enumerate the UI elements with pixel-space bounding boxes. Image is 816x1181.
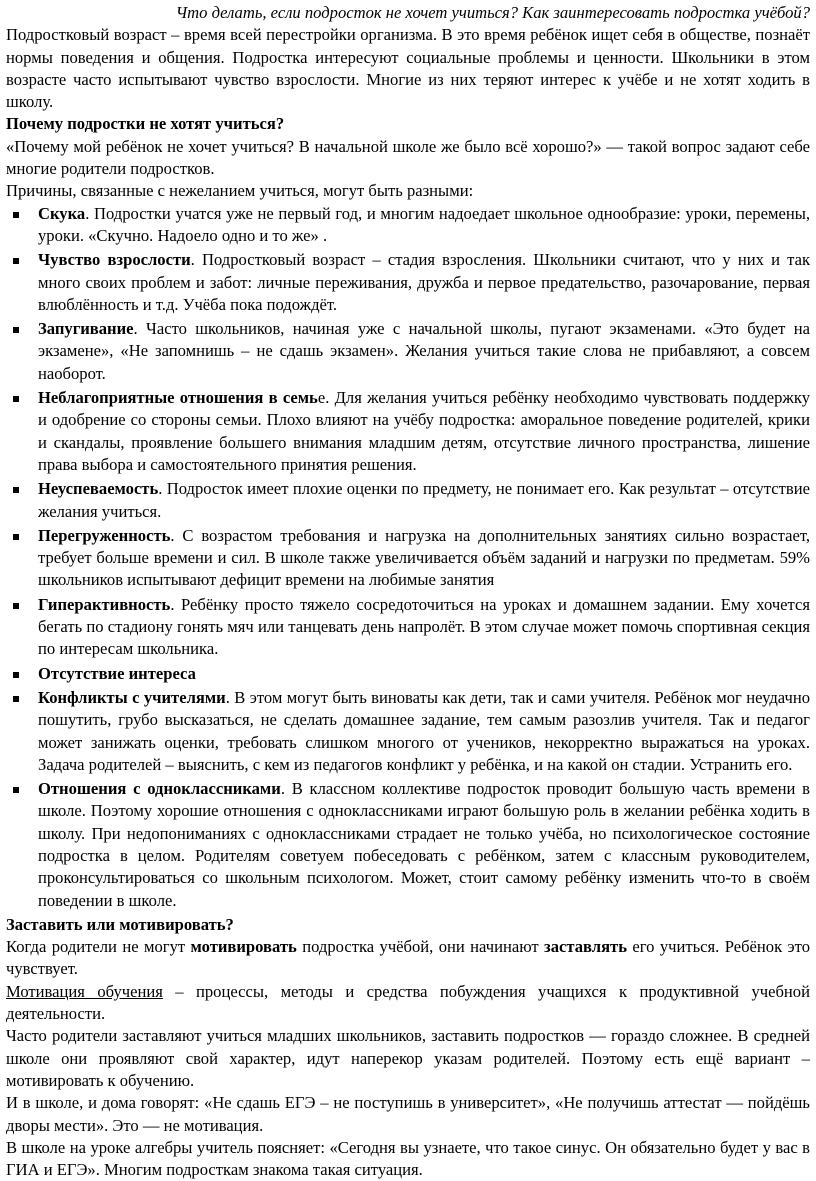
reason-term: Отсутствие интереса <box>38 663 196 683</box>
reason-term: Конфликты с учителями <box>38 687 226 707</box>
bold-term: мотивировать <box>190 937 297 957</box>
reasons-list <box>6 203 810 912</box>
reason-text: . В классном коллективе подросток проводит большую часть времени в школе. Поэтому хорошие отношения с одноклассниками играют большую роль в желании ребёнка ходить в школу. При недопониманиях с одноклассниками страдает не только учёба, но психологическое состояние подростка в целом. Родителям советуем побеседовать с ребёнком, затем с классным руководителем, проконсультироваться со школьным психологом. Может, стоит самому ребёнку изменить что-то в своём поведении в школе. <box>38 779 810 910</box>
bullet-square-icon <box>13 534 19 540</box>
list-item <box>6 594 810 661</box>
reason-term: Отношения с одноклассниками <box>38 779 281 799</box>
reason-text: . Ребёнку просто тяжело сосредоточиться на уроках и домашнем задании. Ему хочется бегать по стадиону гонять мяч или танцевать день напролёт. В этом случае может помочь спортивная секция по интересам школьника. <box>38 594 810 659</box>
reason-text: . Подростковый возраст – стадия взросления. Школьники считают, что у них и так много своих проблем и забот: личные переживания, дружба и первое предательство, разочарование, первая влюблённость и т.д. Учёба пока подождёт. <box>38 250 811 314</box>
list-item <box>6 387 810 476</box>
bullet-square-icon <box>13 327 19 333</box>
reason-term: Запугивание <box>38 319 134 339</box>
question-paragraph: «Почему мой ребёнок не хочет учиться? В начальной школе же было всё хорошо?» — такой вопрос задают себе многие родители подростков. <box>6 136 810 179</box>
list-item <box>6 249 810 316</box>
document-title: Что делать, если подросток не хочет учиться? Как заинтересовать подростка учёбой? <box>175 3 810 22</box>
list-item <box>6 525 810 592</box>
reason-text: . Часто школьников, начиная уже с начальной школы, пугают экзаменами. «Это будет на экзамене», «Не запомнишь – не сдашь экзамен». Желания учиться такие слова не прибавляют, а совсем наоборот. <box>38 319 810 383</box>
text-run: Когда родители не могут <box>6 937 191 957</box>
bullet-square-icon <box>13 696 19 702</box>
heading-why-teens: Почему подростки не хотят учиться? <box>6 114 285 134</box>
text-run: подростка учёбой, они начинают <box>296 937 545 957</box>
list-item <box>6 687 810 776</box>
list-item <box>6 663 810 685</box>
reason-text: . Подросток имеет плохие оценки по предмету, не понимает его. Как результат – отсутствие желания учиться. <box>38 479 810 521</box>
force-paragraph: Часто родители заставляют учиться младших школьников, заставить подростков — гораздо сложнее. В средней школе они проявляют свой характер, идут наперекор указам родителей. Поэтому есть ещё вариант – мотивировать к обучению. <box>6 1026 810 1090</box>
bullet-square-icon <box>13 258 19 264</box>
bullet-square-icon <box>13 787 19 793</box>
bold-term: заставлять <box>544 937 627 957</box>
heading-force-or-motivate: Заставить или мотивировать? <box>6 914 234 934</box>
definition-paragraph <box>6 981 810 1026</box>
exam-paragraph: И в школе, и дома говорят: «Не сдашь ЕГЭ – не поступишь в университет», «Не получишь аттестат — пойдёшь дворы мести». Это — не мотивация. <box>6 1093 810 1135</box>
list-item <box>6 318 810 385</box>
reason-text: . В этом могут быть виноваты как дети, так и сами учителя. Ребёнок мог неудачно пошутить, грубо высказаться, не сделать домашнее задание, тем самым разозлив учителя. Так и педагог может занижать оценки, требовать слишком многого от учеников, некорректно выражаться на уроках. Задача родителей – выяснить, с кем из педагогов конфликт у ребёнка, и на какой он стадии. Устранить его. <box>38 687 811 774</box>
bullet-square-icon <box>13 396 19 402</box>
reason-text: . С возрастом требования и нагрузка на дополнительных занятиях сильно возрастает, требует больше времени и сил. В школе также увеличивается объём заданий и нагрузки по предметам. 59% школьников испытывают дефицит времени на любимые занятия <box>38 525 810 590</box>
reasons-intro: Причины, связанные с нежеланием учиться, могут быть разными: <box>6 181 474 201</box>
intro-paragraph: Подростковый возраст – время всей перестройки организма. В это время ребёнок ищет себя в обществе, познаёт нормы поведения и общения. Подростка интересуют социальные проблемы и ценности. Школьники в этом возрасте часто испытывают чувство взрослости. Многие из них теряют интерес к учёбе и не хотят ходить в школу. <box>6 25 810 112</box>
reason-term: Неблагоприятные отношения в семь <box>38 388 318 408</box>
reason-term: Гиперактивность <box>38 594 171 614</box>
reason-text: е. Для желания учиться ребёнку необходимо чувствовать поддержку и одобрение со стороны семьи. Плохо влияют на учёбу подростка: аморальное поведение родителей, крики и скандалы, проявление большего внимания младшим детям, отсутствие личного пространства, лишение права выбора и самостоятельного принятия решения. <box>38 388 810 474</box>
list-item <box>6 478 810 523</box>
text-run: его учиться. Ребёнок это чувствует. <box>6 937 810 979</box>
reason-term: Скука <box>38 203 86 223</box>
bullet-square-icon <box>13 603 19 609</box>
definition-text: – процессы, методы и средства побуждения учащихся к продуктивной учебной деятельности. <box>6 981 810 1024</box>
reason-term: Неуспеваемость <box>38 479 159 499</box>
definition-term: Мотивация обучения <box>6 981 163 1001</box>
list-item <box>6 203 810 248</box>
reason-term: Перегруженность <box>38 525 171 545</box>
reason-text: . Подростки учатся уже не первый год, и многим надоедает школьное однообразие: уроки, перемены, уроки. «Скучно. Надоело одно и то же» . <box>38 203 810 245</box>
motivate-paragraph <box>6 936 810 981</box>
bullet-square-icon <box>13 672 19 678</box>
bullet-square-icon <box>13 212 19 218</box>
bullet-square-icon <box>13 487 19 493</box>
sinus-paragraph: В школе на уроке алгебры учитель поясняет: «Сегодня вы узнаете, что такое синус. Он обязательно будет у вас в ГИА и ЕГЭ». Многим подросткам знакома такая ситуация. <box>6 1137 810 1180</box>
list-item <box>6 778 810 912</box>
reason-term: Чувство взрослости <box>38 250 191 270</box>
